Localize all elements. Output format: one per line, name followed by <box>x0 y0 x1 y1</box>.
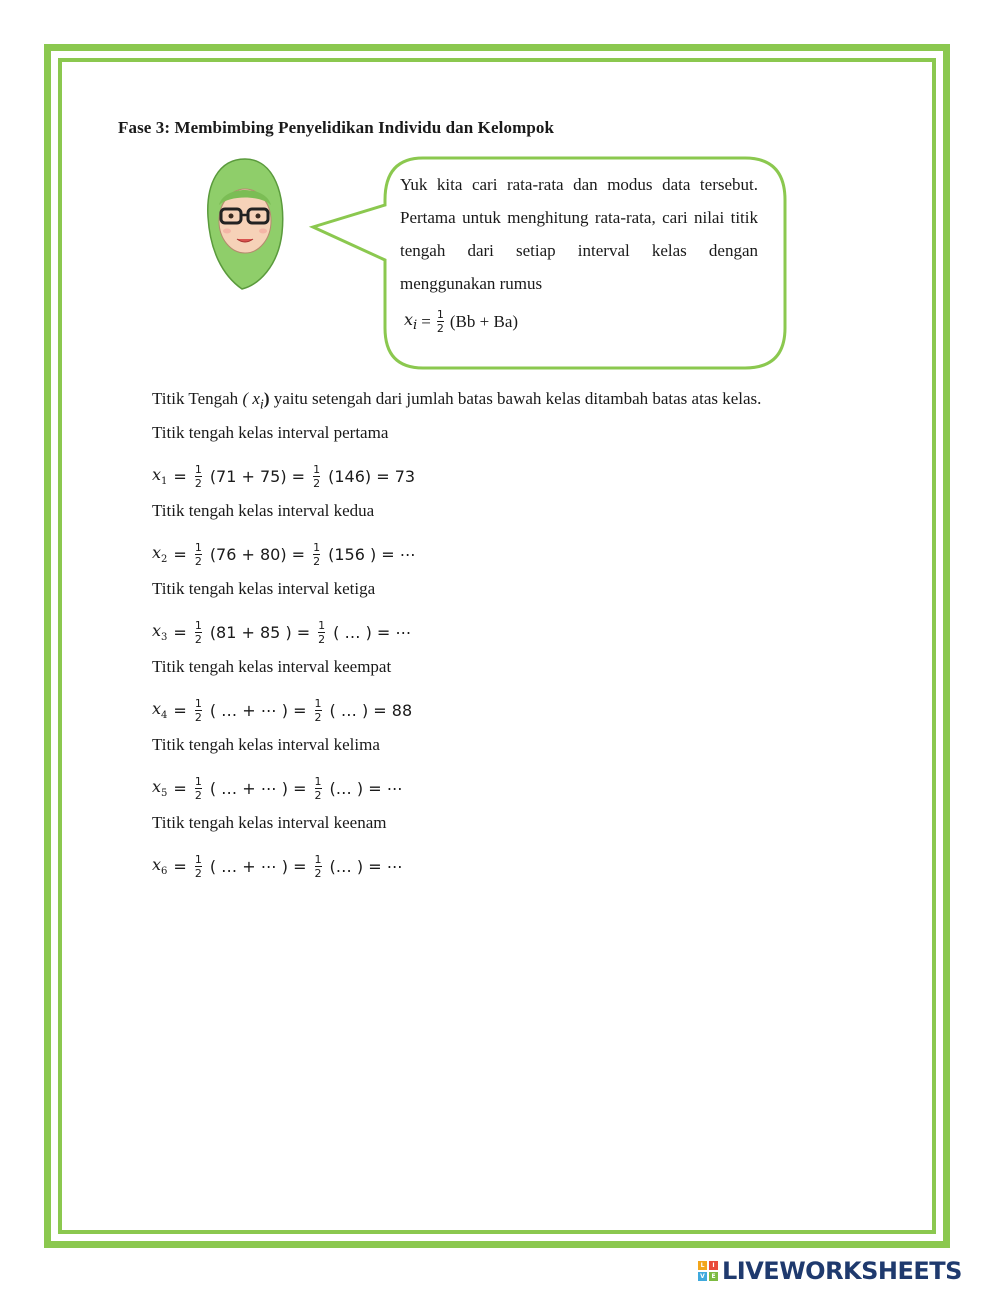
formula-fraction: $\frac{1}{2}$ <box>436 308 444 335</box>
interval-equation[interactable]: $x_6$ = $\frac{1}{2}$ ( … + ⋯ ) = $\frac{1}{2}$ (… ) = ⋯ <box>152 852 403 880</box>
interval-equation[interactable]: $x_2$ = $\frac{1}{2}$ (76 + 80) = $\frac{1}{2}$ (156 ) = ⋯ <box>152 540 416 568</box>
bubble-text: Yuk kita cari rata-rata dan modus data tersebut. Pertama untuk menghitung rata-rata, cari nilai titik tengah dari setiap interval kelas dengan menggunakan rumus <box>400 175 758 293</box>
interval-label: Titik tengah kelas interval ketiga <box>152 579 376 598</box>
teacher-avatar-image <box>200 155 290 295</box>
formula-rest: (Bb + Ba) <box>449 311 519 331</box>
interval-equation[interactable]: $x_4$ = $\frac{1}{2}$ ( … + ⋯ ) = $\frac{1}{2}$ ( … ) = 88 <box>152 696 413 724</box>
interval-label: Titik tengah kelas interval kelima <box>152 735 380 754</box>
worksheet-content <box>152 386 872 888</box>
liveworksheets-logo[interactable] <box>698 1257 962 1285</box>
logo-text: LIVEWORKSHEETS <box>722 1257 962 1285</box>
interval-item <box>152 498 872 576</box>
interval-equation[interactable]: $x_3$ = $\frac{1}{2}$ (81 + 85 ) = $\frac{1}{2}$ ( … ) = ⋯ <box>152 618 412 646</box>
logo-blocks-icon: L I V E <box>698 1261 718 1281</box>
interval-equation[interactable]: $x_5$ = $\frac{1}{2}$ ( … + ⋯ ) = $\frac{1}{2}$ (… ) = ⋯ <box>152 774 403 802</box>
interval-label: Titik tengah kelas interval keenam <box>152 813 387 832</box>
interval-item <box>152 420 872 498</box>
interval-item <box>152 654 872 732</box>
interval-item <box>152 732 872 810</box>
formula-equals: = <box>421 311 431 331</box>
interval-item <box>152 810 872 888</box>
page-heading: Fase 3: Membimbing Penyelidikan Individu dan Kelompok <box>118 118 555 137</box>
interval-equation: $x_1$ = $\frac{1}{2}$ (71 + 75) = $\frac{1}{2}$ (146) = 73 <box>152 462 416 490</box>
formula-variable: $x_i$ <box>404 309 418 334</box>
interval-label: Titik tengah kelas interval kedua <box>152 501 375 520</box>
interval-item <box>152 576 872 654</box>
midpoint-definition: Titik Tengah ( $x_i$) yaitu setengah dari jumlah batas bawah kelas ditambah batas atas kelas. <box>152 389 762 413</box>
interval-label: Titik tengah kelas interval keempat <box>152 657 392 676</box>
interval-label: Titik tengah kelas interval pertama <box>152 423 389 442</box>
midpoint-formula <box>404 309 518 334</box>
